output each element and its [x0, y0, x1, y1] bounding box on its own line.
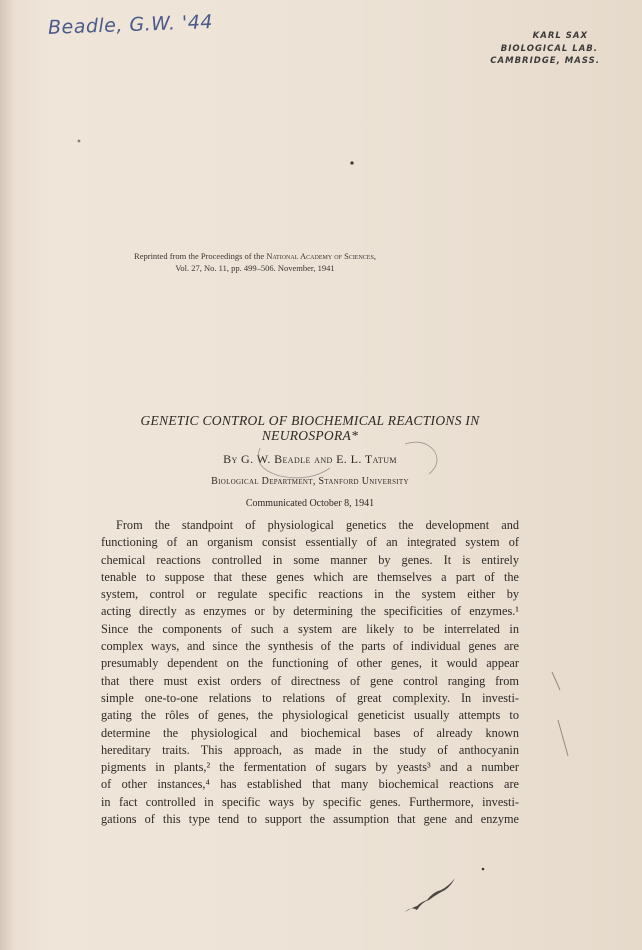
communicated-date: Communicated October 8, 1941: [245, 498, 375, 509]
ink-speck: [350, 161, 353, 164]
reprint-prefix: Reprinted from the Proceedings of the: [134, 251, 267, 261]
body-line: determine the physiological and biochemical bases of already known: [101, 725, 519, 740]
body-line: in fact controlled in specific ways by specific genes. Furthermore, investi-: [101, 794, 519, 809]
body-line: tenable to suppose that these genes which are themselves a part of the: [101, 569, 519, 584]
body-line: complex ways, and since the synthesis of the parts of individual genes are: [101, 639, 519, 654]
author-affiliation: Biological Department, Stanford University: [211, 476, 409, 487]
body-line: functioning of an organism consist essentially of an integrated system of: [101, 535, 519, 550]
body-line: gations of this type tend to support the assumption that gene and enzyme: [101, 812, 519, 827]
pencil-mark: [405, 442, 437, 474]
body-line: From the standpoint of physiological genetics the development and: [116, 518, 519, 532]
body-line: presumably dependent on the functioning of other genes, it would appear: [101, 656, 519, 671]
body-line: simple one-to-one relations to relations of great complexity. In investi-: [101, 690, 519, 705]
body-line: system, control or regulate specific reactions in the system either by: [101, 587, 519, 602]
ink-speck: [482, 868, 485, 871]
pencil-mark: [558, 720, 568, 756]
body-line: of other instances,⁴ has established that many biochemical reactions are: [101, 777, 519, 792]
author-byline: By G. W. Beadle and E. L. Tatum: [223, 452, 397, 466]
body-line: chemical reactions controlled in some manner by genes. It is entirely: [101, 552, 519, 567]
stamp-line-3: CAMBRIDGE, MASS.: [490, 56, 600, 66]
stamp-line-1: KARL SAX: [532, 31, 588, 41]
pencil-mark: [258, 448, 330, 478]
handwritten-note: Beadle, G.W. '44: [47, 11, 214, 39]
title-line-1: GENETIC CONTROL OF BIOCHEMICAL REACTIONS IN: [140, 413, 480, 428]
body-line: Since the components of such a system are likely to be interrelated in: [101, 621, 519, 636]
body-line: hereditary traits. This approach, as made in the study of anthocyanin: [101, 742, 519, 757]
body-line: pigments in plants,² the fermentation of sugars by yeasts³ and a number: [101, 760, 519, 775]
reprint-journal: National Academy of Sciences,: [266, 251, 376, 261]
ink-speck: [78, 140, 81, 143]
body-line: acting directly as enzymes or by determining the specificities of enzymes.¹: [101, 604, 519, 619]
pencil-mark: [552, 672, 560, 690]
body-line: that there must exist orders of directness of gene control ranging from: [101, 673, 519, 688]
reprint-line-2: Vol. 27, No. 11, pp. 499–506. November, 1941: [175, 263, 335, 273]
body-line: gating the rôles of genes, the physiological geneticist usually attempts to: [101, 708, 519, 723]
title-line-2: NEUROSPORA*: [261, 428, 359, 443]
ink-smudge: [405, 878, 455, 912]
stamp-line-2: BIOLOGICAL LAB.: [500, 43, 598, 54]
